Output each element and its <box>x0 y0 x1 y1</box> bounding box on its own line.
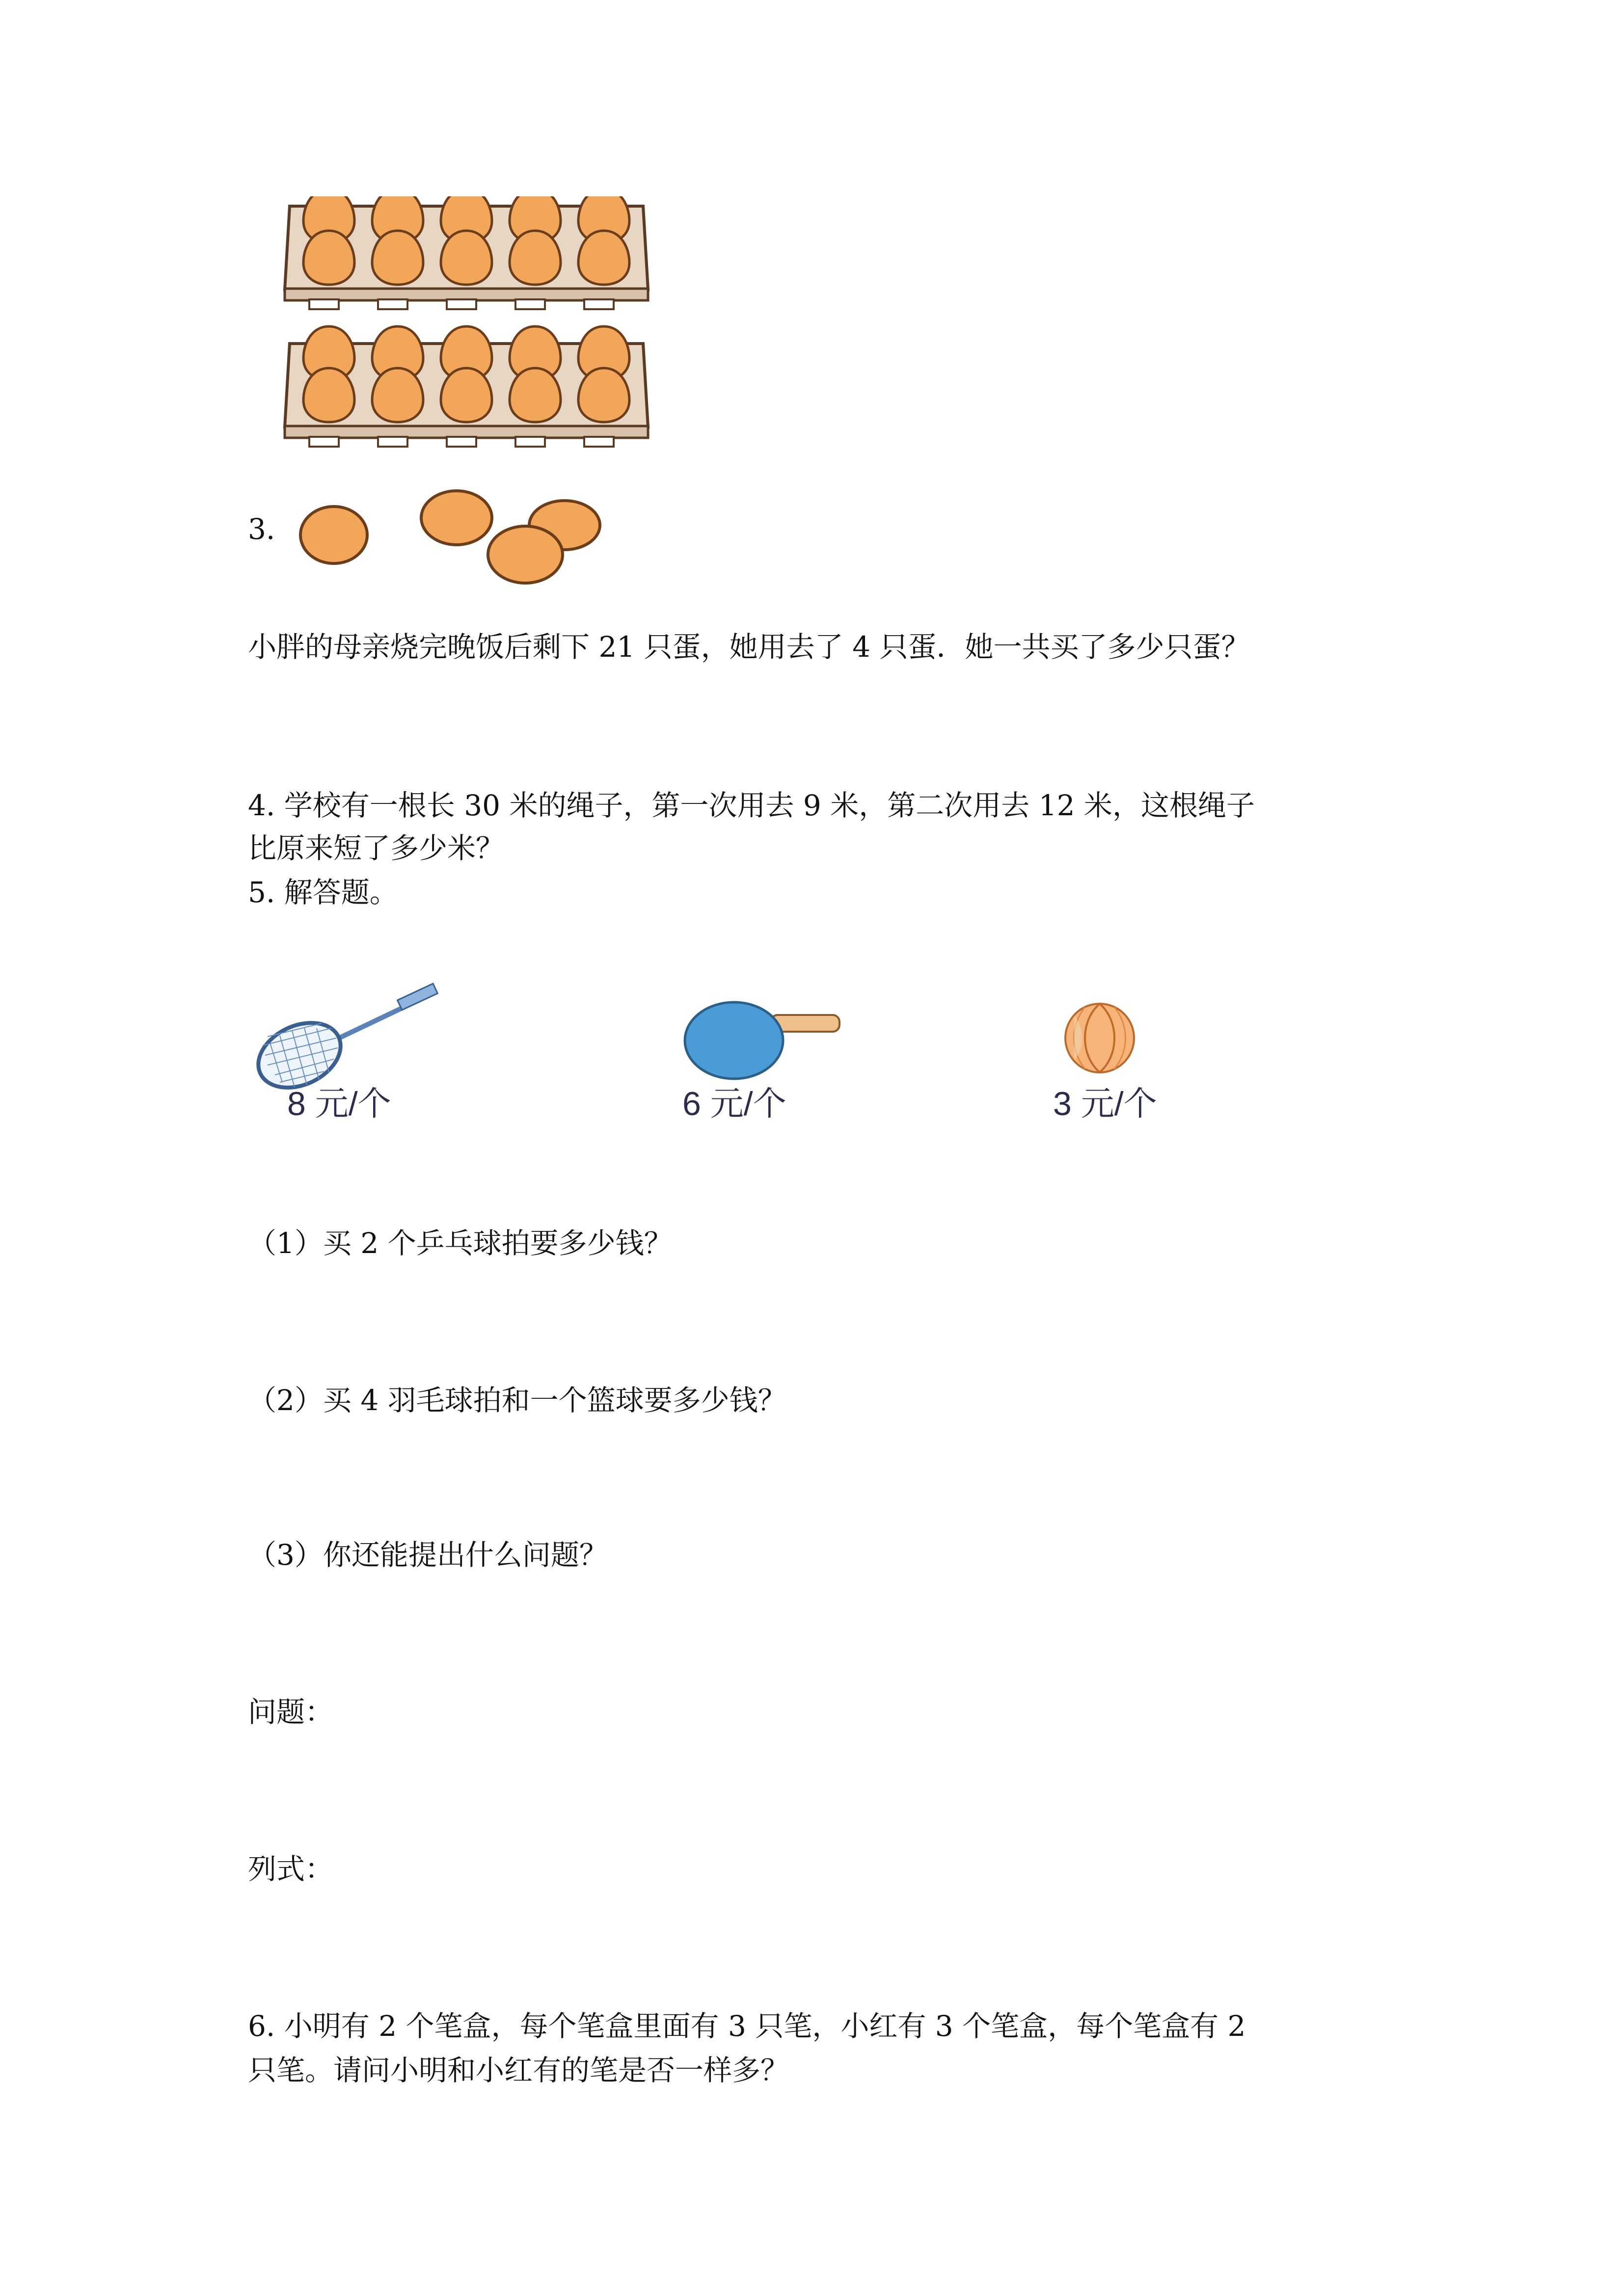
formula-label: 列式： <box>248 1852 334 1886</box>
loose-eggs-illustration <box>295 486 609 594</box>
q5-sub3: （3）你还能提出什么问题？ <box>248 1538 608 1572</box>
ball-price: 3 元/个 <box>1053 1085 1157 1122</box>
q3-text: 小胖的母亲烧完晚饭后剩下 21 只蛋，她用去了 4 只蛋．她一共买了多少只蛋？ <box>248 630 1250 664</box>
q5-sub2: （2）买 4 羽毛球拍和一个篮球要多少钱？ <box>248 1384 786 1417</box>
q6-line2: 只笔。请问小明和小红有的笔是否一样多？ <box>248 2054 789 2087</box>
q5-sub1: （1）买 2 个乒乓球拍要多少钱？ <box>248 1227 673 1260</box>
question-label: 问题： <box>248 1695 334 1729</box>
ping-pong-paddle-icon <box>682 996 844 1085</box>
q4-line1: 4. 学校有一根长 30 米的绳子，第一次用去 9 米，第二次用去 12 米，这根绳子 <box>248 789 1255 822</box>
loose-eggs-icon <box>295 486 609 594</box>
paddle-price: 6 元/个 <box>682 1085 786 1122</box>
q3-number: 3. <box>248 512 275 546</box>
q4-line2: 比原来短了多少米？ <box>248 831 505 865</box>
egg-trays-illustration <box>275 196 658 461</box>
q6-line1: 6. 小明有 2 个笔盒，每个笔盒里面有 3 只笔，小红有 3 个笔盒，每个笔盒有 2 <box>248 2009 1246 2043</box>
ball-illustration <box>1056 1001 1144 1075</box>
egg-trays-icon <box>275 196 658 461</box>
racket-price: 8 元/个 <box>287 1085 391 1122</box>
ball-icon <box>1056 1001 1144 1075</box>
q5-title: 5. 解答题。 <box>248 876 398 909</box>
ping-pong-paddle-illustration <box>682 996 844 1085</box>
